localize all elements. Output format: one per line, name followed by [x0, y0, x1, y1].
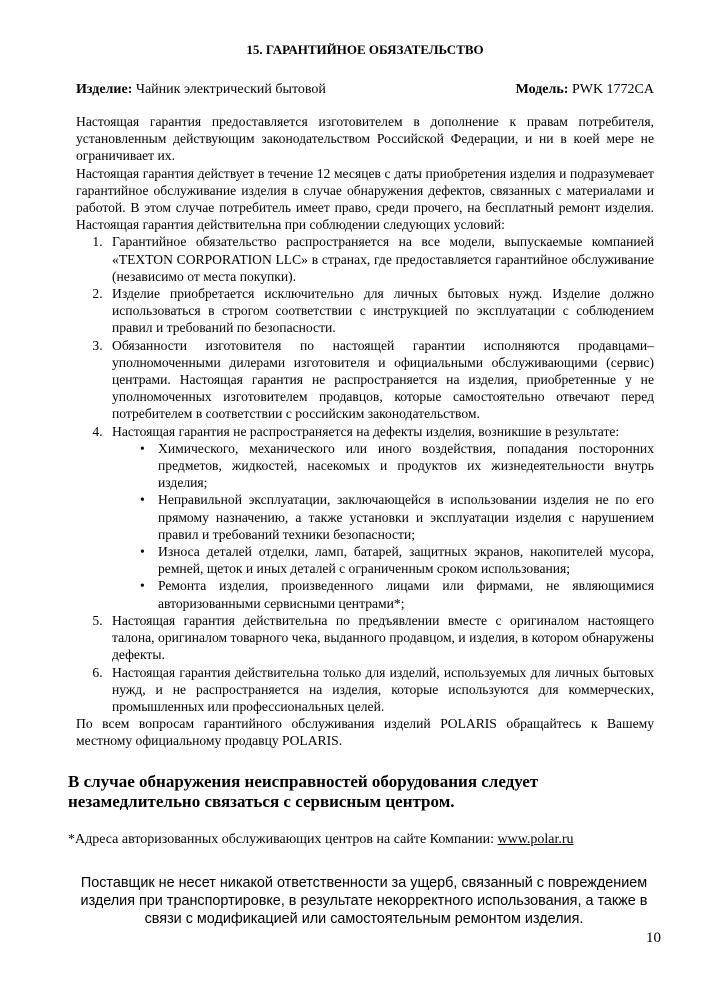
cause-item — [140, 440, 654, 492]
service-warning: В случае обнаружения неисправностей оборудования следует незамедлительно связаться с сервисным центром. — [68, 771, 539, 811]
intro-paragraph-1: Настоящая гарантия предоставляется изготовителем в дополнение к правам потребителя, установленным действующим законодательством Российской Федерации, и ни в коей мере не ограничивает их. — [76, 114, 654, 164]
condition-text: Изделие приобретается исключительно для личных бытовых нужд. Изделие должно использоваться в строгом соответствии с инструкцией по эксплуатации с соблюдением правил и требований по безопасности. — [112, 286, 654, 336]
causes-list — [112, 440, 654, 612]
warranty-page — [68, 42, 654, 928]
bullet-icon: • — [140, 578, 145, 594]
condition-item — [106, 233, 654, 285]
footnote-text: *Адреса авторизованных обслуживающих центров на сайте Компании: — [68, 831, 498, 847]
disclaimer: Поставщик не несет никакой ответственности за ущерб, связанный с повреждением изделия при транспортировке, в результате некорректного использования, а также в связи с модификацией или самостоятельным ремонтом изделия. — [80, 874, 648, 927]
bullet-icon: • — [140, 440, 145, 456]
condition-item — [106, 664, 654, 716]
cause-text: Износа деталей отделки, ламп, батарей, защитных экранов, накопителей мусора, ремней, щеток и иных деталей с ограниченным сроком использования; — [158, 544, 654, 577]
cause-text: Ремонта изделия, произведенного лицами или фирмами, не являющимися авторизованными сервисными центрами*; — [158, 578, 654, 611]
footnote — [68, 832, 654, 848]
page-title: 15. ГАРАНТИЙНОЕ ОБЯЗАТЕЛЬСТВО — [246, 42, 484, 57]
condition-item — [106, 612, 654, 664]
contact-paragraph: По всем вопросам гарантийного обслуживания изделий POLARIS обращайтесь к Вашему местному официальному продавцу POLARIS. — [76, 716, 654, 749]
product-line — [76, 82, 654, 98]
condition-item — [106, 337, 654, 423]
page-number: 10 — [646, 930, 661, 946]
condition-text: Обязанности изготовителя по настоящей гарантии исполняются продавцами–уполномоченными дилерами изготовителя и официальными обслуживающими (сервис) центрами. Настоящая гарантия не распространяется на изделия, приобретенные у не уполномоченных изготовителем продавцов, которые самостоятельно отвечают перед потребителем в соответствии с российским законодательством. — [112, 337, 654, 422]
condition-text: Настоящая гарантия действительна только для изделий, используемых для личных бытовых нужд, и не распространяется на изделия, которые используются для коммерческих, промышленных или профессиональных целей. — [112, 664, 654, 714]
bullet-icon: • — [140, 544, 145, 560]
intro-paragraph-2: Настоящая гарантия действует в течение 12 месяцев с даты приобретения изделия и подразумевает гарантийное обслуживание изделия в случае обнаружения дефектов, связанных с материалами и работой. В этом случае потребитель имеет право, среди прочего, на бесплатный ремонт изделия. Настоящая гарантия действительна при соблюдении следующих условий: — [76, 165, 654, 233]
condition-item — [106, 423, 654, 612]
condition-text: Гарантийное обязательство распространяется на все модели, выпускаемые компанией «TEXTON CORPORATION LLC» в странах, где предоставляется гарантийное обслуживание (независимо от места покупки). — [112, 234, 654, 284]
model-label: Модель: — [515, 82, 569, 97]
model-info — [516, 82, 654, 98]
website-link[interactable]: www.polar.ru — [497, 831, 574, 847]
cause-item — [140, 543, 654, 577]
product-label: Изделие: — [76, 82, 133, 97]
product-info — [76, 82, 326, 98]
product-value: Чайник электрический бытовой — [132, 82, 326, 97]
cause-text: Неправильной эксплуатации, заключающейся в использовании изделия не по его прямому назначению, а также установки и эксплуатации изделия с нарушением правил и требований техники безопасности; — [158, 492, 654, 542]
bullet-icon: • — [140, 492, 145, 508]
cause-item — [140, 491, 654, 543]
condition-item — [106, 285, 654, 337]
cause-text: Химического, механического или иного воздействия, попадания посторонних предметов, жидкостей, насекомых и продуктов их жизнедеятельности внутрь изделия; — [158, 440, 654, 491]
condition-text: Настоящая гарантия действительна по предъявлении вместе с оригиналом настоящего талона, оригиналом товарного чека, выданного продавцом, и изделия, в котором обнаружены дефекты. — [112, 612, 654, 663]
conditions-list — [76, 233, 654, 715]
model-value: PWK 1772CA — [568, 82, 654, 97]
cause-item — [140, 577, 654, 611]
condition-text: Настоящая гарантия не распространяется на дефекты изделия, возникшие в результате: — [112, 423, 620, 439]
